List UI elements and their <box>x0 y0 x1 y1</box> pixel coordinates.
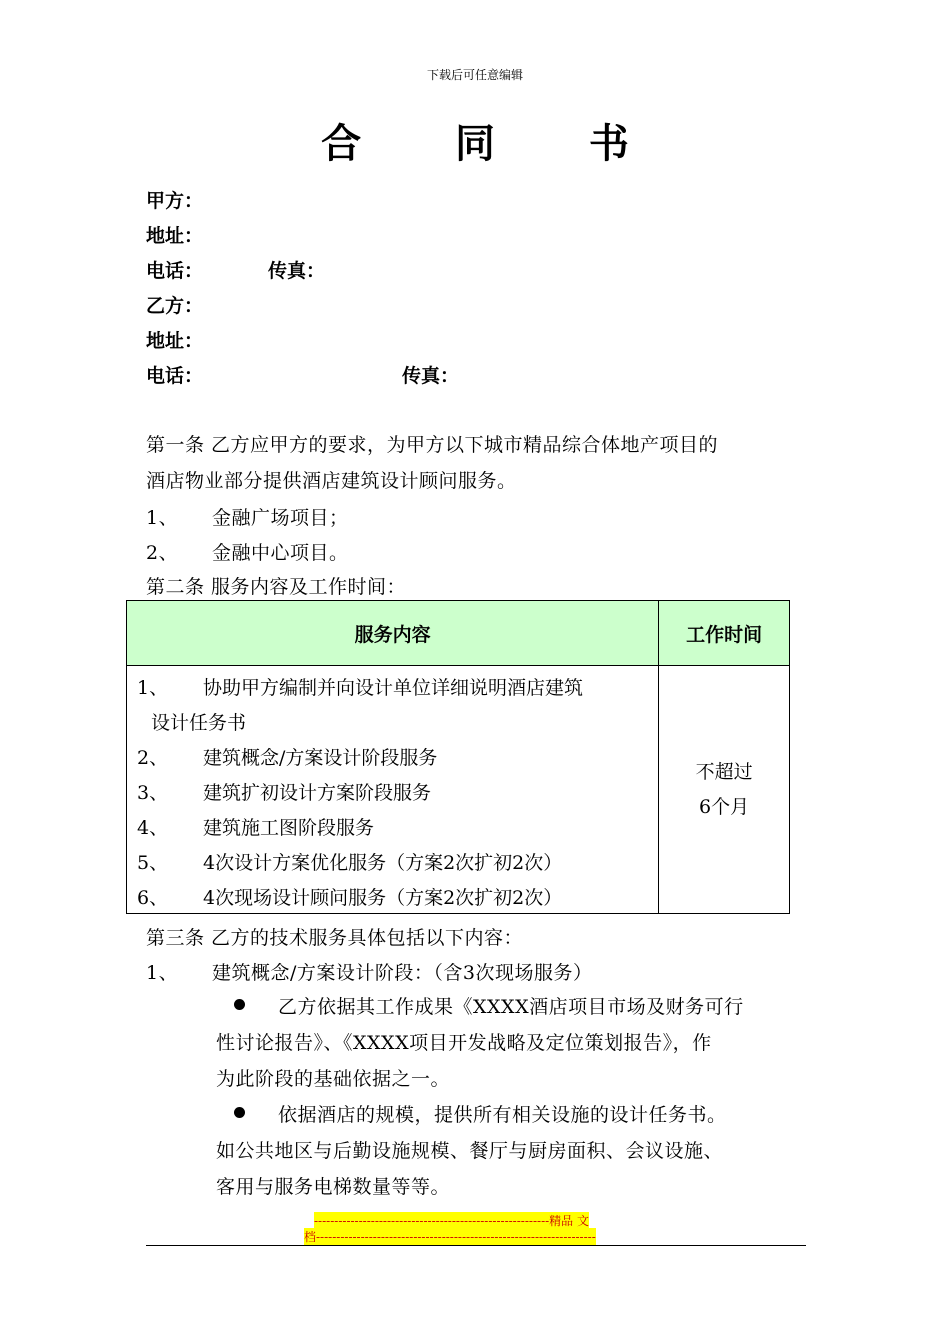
service-item-num: 5、 <box>137 851 169 874</box>
service-table <box>126 600 790 914</box>
service-item-text: 4次设计方案优化服务（方案2次扩初2次） <box>203 851 563 874</box>
bullet1-line1: 乙方依据其工作成果《XXXX酒店项目市场及财务可行 <box>278 996 744 1018</box>
footer-watermark-line1: ----------------------------------------------------------精品 文 <box>314 1214 589 1228</box>
service-item-num: 1、 <box>137 676 169 699</box>
service-item-num: 4、 <box>137 816 169 839</box>
bullet2-line2: 如公共地区与后勤设施规模、餐厅与厨房面积、会议设施、 <box>216 1140 724 1162</box>
article1-item-num: 1、 <box>146 507 179 529</box>
party-b-phone: 电话： <box>146 365 204 387</box>
col-header-time: 工作时间 <box>659 601 790 666</box>
service-item-num: 2、 <box>137 746 169 769</box>
service-item-num: 6、 <box>137 886 169 909</box>
party-a-address: 地址： <box>146 225 204 247</box>
service-item-text: 建筑概念/方案设计阶段服务 <box>203 746 438 769</box>
bullet1-line2: 性讨论报告》、《XXXX项目开发战略及定位策划报告》，作 <box>216 1032 712 1054</box>
header-note: 下载后可任意编辑 <box>426 68 523 82</box>
work-time-line1: 不超过 <box>695 760 753 783</box>
bullet2-line3: 客用与服务电梯数量等等。 <box>216 1176 451 1198</box>
bullet2-line1: 依据酒店的规模，提供所有相关设施的设计任务书。 <box>278 1104 727 1126</box>
service-item-text: 协助甲方编制并向设计单位详细说明酒店建筑 <box>203 676 584 699</box>
party-a-fax: 传真： <box>268 260 326 282</box>
article1-item-num: 2、 <box>146 542 179 564</box>
service-content-cell <box>127 666 659 914</box>
article1-item-text: 金融中心项目。 <box>212 542 349 564</box>
document-title: 合 同 书 <box>321 121 669 167</box>
party-b-label: 乙方： <box>146 295 204 317</box>
bullet-icon <box>234 999 245 1010</box>
service-item-num: 3、 <box>137 781 169 804</box>
article3-item-text: 建筑概念/方案设计阶段：（含3次现场服务） <box>212 962 593 984</box>
footer-watermark-line2: 档--------------------------------------------------------------------- <box>304 1230 596 1244</box>
article3-item-num: 1、 <box>146 962 179 984</box>
article1-line1: 第一条 乙方应甲方的要求，为甲方以下城市精品综合体地产项目的 <box>146 434 719 456</box>
service-item-text: 建筑扩初设计方案阶段服务 <box>203 781 432 804</box>
bullet1-line3: 为此阶段的基础依据之一。 <box>216 1068 451 1090</box>
footer-divider <box>146 1245 806 1246</box>
bullet-icon <box>234 1107 245 1118</box>
party-a-label: 甲方： <box>146 190 204 212</box>
party-b-address: 地址： <box>146 330 204 352</box>
article1-item-text: 金融广场项目； <box>212 507 349 529</box>
service-item-text: 建筑施工图阶段服务 <box>203 816 375 839</box>
party-a-phone: 电话： <box>146 260 204 282</box>
work-time-line2: 6个月 <box>699 795 750 818</box>
article1-line2: 酒店物业部分提供酒店建筑设计顾问服务。 <box>146 470 517 492</box>
article2-heading: 第二条 服务内容及工作时间： <box>146 576 407 598</box>
work-time-cell <box>659 666 790 914</box>
service-item-text-cont: 设计任务书 <box>151 711 247 734</box>
service-item-text: 4次现场设计顾问服务（方案2次扩初2次） <box>203 886 563 909</box>
party-b-fax: 传真： <box>402 365 460 387</box>
col-header-service: 服务内容 <box>127 601 659 666</box>
article3-heading: 第三条 乙方的技术服务具体包括以下内容： <box>146 927 524 949</box>
